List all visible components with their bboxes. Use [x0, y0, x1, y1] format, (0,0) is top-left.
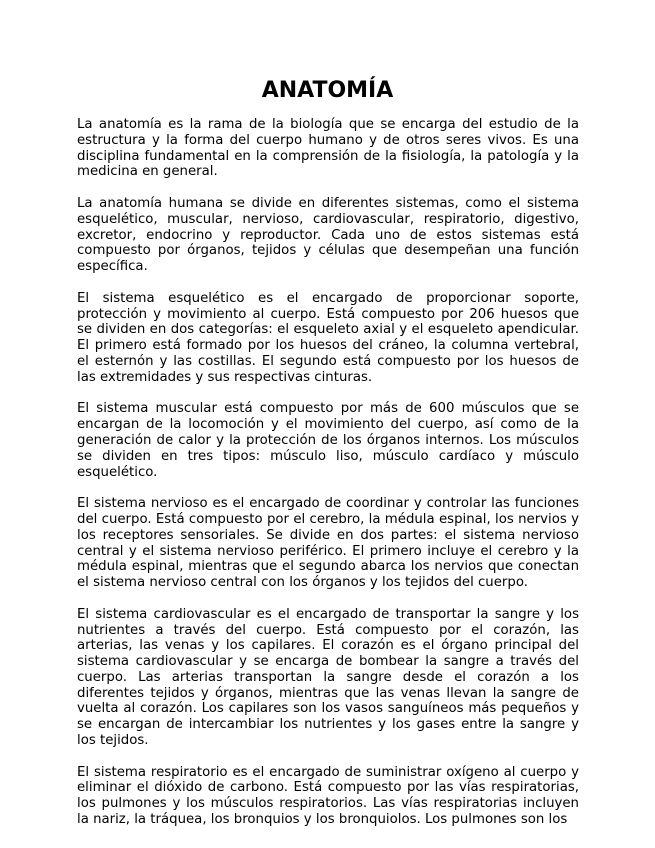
document-title: ANATOMÍA: [261, 78, 394, 103]
document-body: [77, 117, 579, 844]
paragraph-cardiovascular: El sistema cardiovascular es el encargado de transportar la sangre y los nutrientes a través del cuerpo. Está compuesto por el corazón, las arterias, las venas y los capilares. El corazón es el órgano principal del sistema cardiovascular y se encarga de bombear la sangre a través del cuerpo. Las arterias transportan la sangre desde el corazón a los diferentes tejidos y órganos, mientras que las venas llevan la sangre de vuelta al corazón. Los capilares son los vasos sanguíneos más pequeños y se encargan de intercambiar los nutrientes y los gases entre la sangre y los tejidos.: [77, 606, 579, 749]
paragraph-nervous: El sistema nervioso es el encargado de coordinar y controlar las funciones del cuerpo. Está compuesto por el cerebro, la médula espinal, los nervios y los receptores sensoriales. Se divide en dos partes: el sistema nervioso central y el sistema nervioso periférico. El primero incluye el cerebro y la médula espinal, mientras que el segundo abarca los nervios que conectan el sistema nervioso central con los órganos y los tejidos del cuerpo.: [77, 496, 579, 591]
paragraph-skeletal: El sistema esquelético es el encargado de proporcionar soporte, protección y movimiento al cuerpo. Está compuesto por 206 huesos que se dividen en dos categorías: el esqueleto axial y el esqueleto apendicular. El primero está formado por los huesos del cráneo, la columna vertebral, el esternón y las costillas. El segundo está compuesto por los huesos de las extremidades y sus respectivas cinturas.: [77, 290, 579, 385]
paragraph-respiratory: El sistema respiratorio es el encargado de suministrar oxígeno al cuerpo y eliminar el dióxido de carbono. Está compuesto por las vías respiratorias, los pulmones y los músculos respiratorios. Las vías respiratorias incluyen la nariz, la tráquea, los bronquios y los bronquiolos. Los pulmones son los: [77, 764, 579, 828]
paragraph-intro: La anatomía es la rama de la biología que se encarga del estudio de la estructura y la forma del cuerpo humano y de otros seres vivos. Es una disciplina fundamental en la comprensión de la fisiología, la patología y la medicina en general.: [77, 117, 579, 180]
paragraph-muscular: El sistema muscular está compuesto por más de 600 músculos que se encargan de la locomoción y el movimiento del cuerpo, así como de la generación de calor y la protección de los órganos internos. Los músculos se dividen en tres tipos: músculo liso, músculo cardíaco y músculo esquelético.: [77, 401, 579, 480]
paragraph-systems: La anatomía humana se divide en diferentes sistemas, como el sistema esquelético, muscular, nervioso, cardiovascular, respiratorio, digestivo, excretor, endocrino y reproductor. Cada uno de estos sistemas está compuesto por órganos, tejidos y células que desempeñan una función específica.: [77, 195, 579, 275]
